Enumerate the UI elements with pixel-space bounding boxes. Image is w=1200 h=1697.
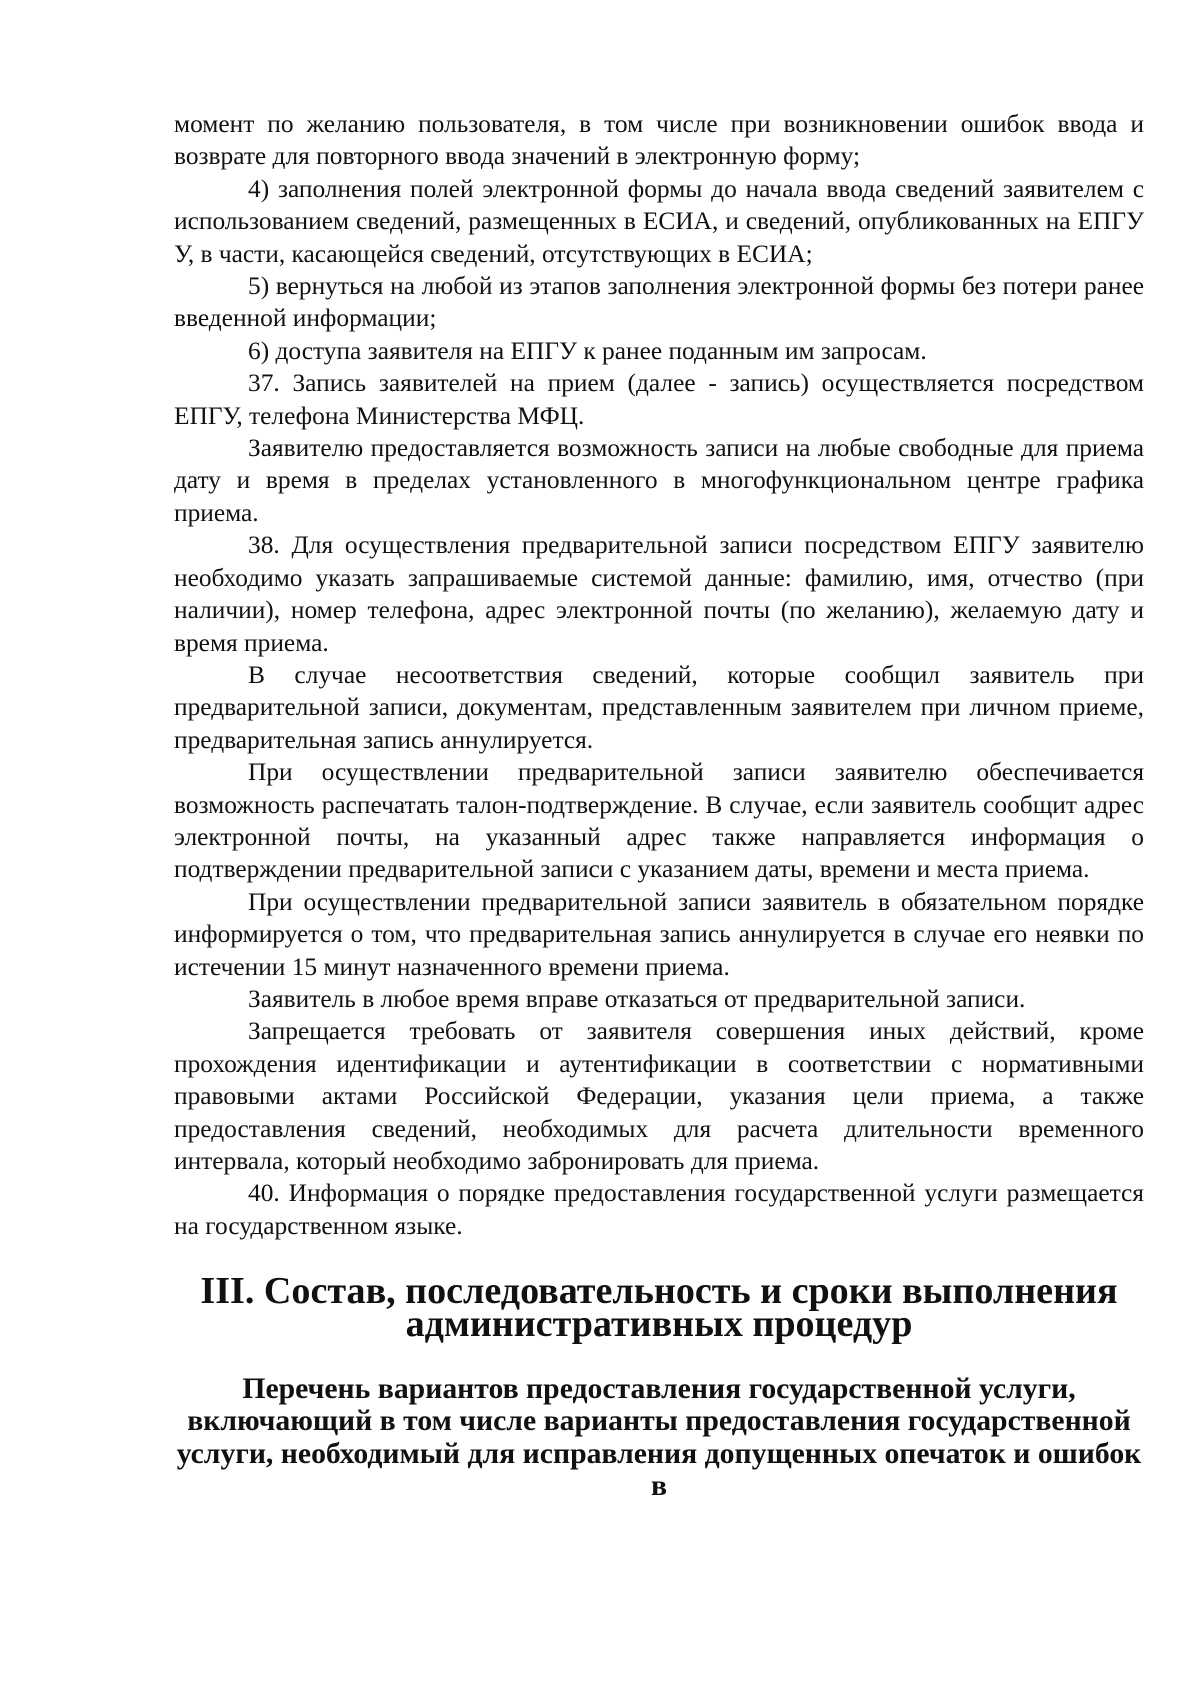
paragraph-cancel-right: Заявитель в любое время вправе отказаться от предварительной записи.: [248, 984, 1026, 1013]
section-heading-line-2: административных процедур: [405, 1302, 913, 1345]
subsection-heading-line-3: услуги, необходимый для исправления допущенных опечаток и ошибок в: [176, 1437, 1142, 1503]
subsection-heading: [174, 1373, 1144, 1503]
paragraph-clause-38: 38. Для осуществления предварительной записи посредством ЕПГУ заявителю необходимо указать запрашиваемые системой данные: фамилию, имя, отчество (при наличии), номер телефона, адрес электронной почты (по желанию), желаемую дату и время приема.: [174, 531, 1144, 657]
paragraph-mismatch: В случае несоответствия сведений, которые сообщил заявитель при предварительной записи, документам, представленным заявителем при личном приеме, предварительная запись аннулируется.: [174, 660, 1144, 754]
subsection-heading-line-2: включающий в том числе варианты предоставления государственной: [187, 1405, 1131, 1438]
paragraph-item-4: 4) заполнения полей электронной формы до начала ввода сведений заявителем с использованием сведений, размещенных в ЕСИА, и сведений, опубликованных на ЕПГУ У, в части, касающейся сведений, отсутствующих в ЕСИА;: [174, 174, 1144, 268]
paragraph-prohibition: Запрещается требовать от заявителя совершения иных действий, кроме прохождения идентификации и аутентификации в соответствии с нормативными правовыми актами Российской Федерации, указания цели приема, а также предоставления сведений, необходимых для расчета длительности временного интервала, который необходимо забронировать для приема.: [174, 1017, 1144, 1175]
paragraph-continuation: момент по желанию пользователя, в том числе при возникновении ошибок ввода и возврате для повторного ввода значений в электронную форму;: [174, 110, 1144, 171]
paragraph-clause-40: 40. Информация о порядке предоставления государственной услуги размещается на государственном языке.: [174, 1179, 1144, 1240]
paragraph-item-5: 5) вернуться на любой из этапов заполнения электронной формы без потери ранее введенной информации;: [174, 272, 1144, 333]
section-heading: [174, 1270, 1144, 1345]
paragraph-confirmation-ticket: При осуществлении предварительной записи заявителю обеспечивается возможность распечатать талон-подтверждение. В случае, если заявитель сообщит адрес электронной почты, на указанный адрес также направляется информация о подтверждении предварительной записи с указанием даты, времени и места приема.: [174, 758, 1144, 884]
subsection-heading-line-1: Перечень вариантов предоставления государственной услуги,: [242, 1373, 1076, 1406]
paragraph-item-6: 6) доступа заявителя на ЕПГУ к ранее поданным им запросам.: [248, 336, 927, 365]
paragraph-no-show: При осуществлении предварительной записи заявитель в обязательном порядке информируется о том, что предварительная запись аннулируется в случае его неявки по истечении 15 минут назначенного времени приема.: [174, 887, 1144, 981]
paragraph-clause-37: 37. Запись заявителей на прием (далее - запись) осуществляется посредством ЕПГУ, телефона Министерства МФЦ.: [174, 369, 1144, 430]
section-heading-line-1: III. Состав, последовательность и сроки выполнения: [200, 1270, 1118, 1313]
document-page: [174, 108, 1144, 1503]
paragraph-booking-possibility: Заявителю предоставляется возможность записи на любые свободные для приема дату и время в пределах установленного в многофункциональном центре графика приема.: [174, 434, 1144, 527]
